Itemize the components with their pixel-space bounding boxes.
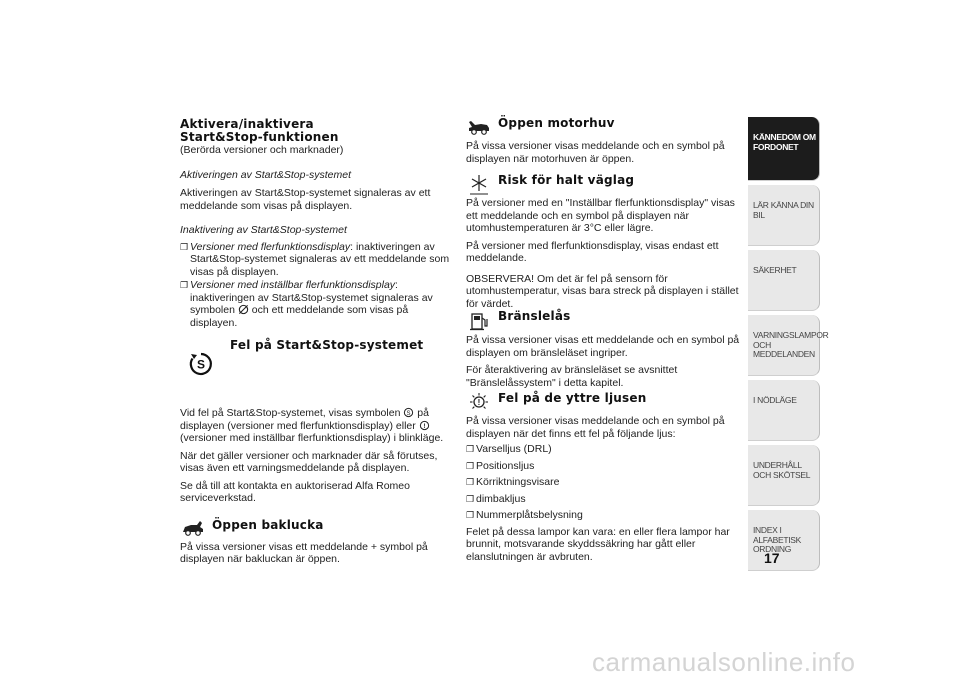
tab-maintenance[interactable]: UNDERHÅLL OCH SKÖTSEL [748,445,820,506]
fault-text: Vid fel på Start&Stop-systemet, visas symbolen S på displayen (versioner med flerfunktionsdisplay) eller ! (versioner med inställbar flerfunktionsdisplay) i blinkläge. [180,407,444,444]
fault-heading-block [180,339,456,389]
heading-activate: Aktivera/inaktivera Start&Stop-funktionen [180,117,339,144]
tab-get-to-know-car[interactable]: LÄR KÄNNA DIN BIL [748,185,820,246]
deactivation-title: Inaktivering av Start&Stop-systemet [180,224,347,236]
chapter-tabs [748,117,829,575]
lights-text: På vissa versioner visas meddelande och en symbol på displayen när det finns ett fel på följande ljus: [466,415,725,440]
list-item: ❐ Versioner med inställbar flerfunktionsdisplay: inaktiveringen av Start&Stop-systemet signaleras av symbolen och ett meddelande som visas på displayen. [180,279,433,329]
affected-note: (Berörda versioner och marknader) [180,144,344,156]
hood-text: På vissa versioner visas meddelande och en symbol på displayen när motorhuven är öppen. [466,140,725,165]
ice-text-3: OBSERVERA! Om det är fel på sensorn för utomhustemperatur, visas bara streck på displayen i stället för värdet. [466,272,739,310]
fault-text-3: Se då till att kontakta en auktoriserad Alfa Romeo serviceverkstad. [180,479,410,504]
bullet-box-icon: ❐ [466,444,475,454]
heading-open-trunk: Öppen baklucka [212,517,324,532]
page-number: 17 [764,550,780,566]
activation-title: Aktiveringen av Start&Stop-systemet [180,168,351,181]
bullet-box-icon: ❐ [466,460,475,471]
start-stop-off-icon [238,304,249,315]
deactivation-list [180,241,456,330]
svg-text:S: S [196,357,206,372]
ice-text-1: På versioner med en "Inställbar flerfunktionsdisplay" visas ett meddelande och en symbol på displayen när utomhustemperaturen är 3°C eller lägre. [466,197,735,234]
list-item: ❐ Versioner med flerfunktionsdisplay: inaktiveringen av Start&Stop-systemet signaleras av ett meddelande som visas på displayen. [180,240,450,278]
list-item: ❐ Varselljus (DRL) [466,443,552,455]
bullet-box-icon: ❐ [180,241,189,252]
list-item: ❐ Positionsljus [466,459,535,472]
list-item: ❐ Nummerplåtsbelysning [466,509,583,521]
tab-warning-lights[interactable]: VARNINGSLAMPOR OCH MEDDELANDEN [748,315,820,376]
open-hood-car-icon [466,116,492,138]
activation-text: Aktiveringen av Start&Stop-systemet signaleras av ett meddelande som visas på displayen. [180,187,431,212]
trunk-heading-row [180,517,456,539]
start-stop-small-icon [403,407,414,418]
lights-text-2: Felet på dessa lampor kan vara: en eller flera lampor har brunnit, motsvarande skyddssäkring har gått eller elanslutningen är avbruten. [466,525,730,563]
right-column [466,116,742,568]
bullet-box-icon: ❐ [466,477,475,487]
lights-heading-row [466,391,742,413]
left-column [180,118,456,571]
lights-list [466,443,742,522]
tab-emergency[interactable]: I NÖDLÄGE [748,380,820,441]
tab-knowledge-of-vehicle[interactable]: KÄNNEDOM OM FORDONET [748,117,820,181]
warning-circle-icon [419,420,430,431]
fuel-pump-icon [466,310,492,332]
svg-text:!: ! [477,398,481,407]
tab-safety[interactable]: SÄKERHET [748,250,820,311]
list-item: ❐ Körriktningsvisare [466,476,560,488]
open-trunk-car-icon [180,517,206,539]
ice-heading-row [466,173,742,195]
heading-slippery-road: Risk för halt väglag [498,173,635,187]
bullet-box-icon: ❐ [466,493,475,504]
tab-index[interactable]: INDEX I ALFABETISK ORDNING [748,510,820,571]
fuel-text-2: För återaktivering av bränsleläset se avsnittet "Bränslelåssystem" i detta kapitel. [466,364,678,389]
svg-text:S: S [406,410,411,417]
bullet-box-icon: ❐ [180,280,189,290]
start-stop-icon [188,351,214,377]
heading-exterior-lights-fault: Fel på de yttre ljusen [498,391,647,405]
fuel-heading-row [466,310,742,332]
trunk-text: På vissa versioner visas ett meddelande + symbol på displayen när bakluckan är öppen. [180,540,428,565]
fault-text-2: När det gäller versioner och marknader där så förutses, visas även ett varningsmeddelande på displayen. [180,449,438,474]
heading-fuel-lock: Bränslelås [498,309,571,323]
snowflake-road-icon [466,173,492,195]
watermark: carmanualsonline.info [592,647,856,677]
ice-text-2: På versioner med flerfunktionsdisplay, visas endast ett meddelande. [466,239,719,264]
fuel-text-1: På vissa versioner visas ett meddelande och en symbol på displayen om bränsleläset ingriper. [466,334,740,359]
svg-text:!: ! [423,422,426,430]
list-item: ❐ dimbakljus [466,492,526,505]
bulb-fault-icon [466,391,492,413]
hood-heading-row [466,116,742,138]
heading-start-stop-fault: Fel på Start&Stop-systemet [230,338,424,352]
heading-open-hood: Öppen motorhuv [498,116,615,130]
bullet-box-icon: ❐ [466,510,475,520]
